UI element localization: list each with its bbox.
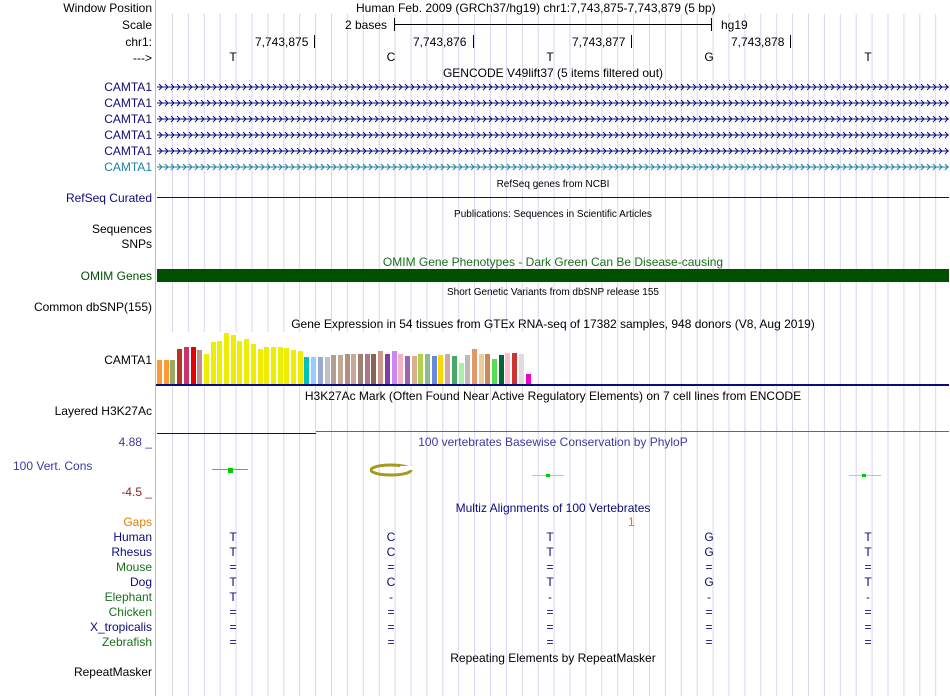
gtex-tissue-bar[interactable] xyxy=(351,354,356,384)
ruler-base: T xyxy=(864,50,872,64)
multiz-base: = xyxy=(387,635,395,649)
gtex-tissue-bar[interactable] xyxy=(519,354,524,384)
multiz-base: = xyxy=(705,605,713,619)
gtex-track-title[interactable]: Gene Expression in 54 tissues from GTEx RNA-seq of 17382 samples, 948 donors (V8, Aug 2019) xyxy=(291,317,815,331)
gtex-tissue-bar[interactable] xyxy=(452,356,457,384)
gtex-tissue-bar[interactable] xyxy=(405,356,410,384)
gencode-gene-label[interactable]: CAMTA1 xyxy=(104,112,152,126)
multiz-base: = xyxy=(864,620,872,634)
multiz-base: = xyxy=(229,605,237,619)
gencode-gene-line[interactable] xyxy=(157,162,949,172)
phylop-track-label[interactable]: 100 Vert. Cons xyxy=(13,459,93,473)
gtex-tissue-bar[interactable] xyxy=(385,354,390,384)
gtex-tissue-bar[interactable] xyxy=(465,355,470,384)
multiz-species-label[interactable]: Human xyxy=(113,530,152,544)
gtex-tissue-bar[interactable] xyxy=(512,353,517,384)
position-tick-label: 7,743,875 xyxy=(255,35,309,49)
multiz-base: T xyxy=(229,590,237,604)
gtex-tissue-bar[interactable] xyxy=(318,357,323,384)
multiz-species-label[interactable]: Zebrafish xyxy=(101,635,152,649)
multiz-species-label[interactable]: Dog xyxy=(129,575,152,589)
multiz-base: T xyxy=(546,545,554,559)
repeatmasker-track-title[interactable]: Repeating Elements by RepeatMasker xyxy=(450,651,656,665)
scale-bar-left-tick xyxy=(394,18,395,31)
gtex-tissue-bar[interactable] xyxy=(325,357,330,384)
position-tick-label: 7,743,876 xyxy=(413,35,467,49)
phylop-min-label: -4.5 _ xyxy=(121,485,152,499)
multiz-species-label[interactable]: X_tropicalis xyxy=(89,620,152,634)
gtex-tissue-bar[interactable] xyxy=(291,350,296,384)
multiz-base: G xyxy=(704,530,714,544)
multiz-base: C xyxy=(386,545,396,559)
multiz-base: = xyxy=(229,620,237,634)
gtex-tissue-bar[interactable] xyxy=(499,355,504,384)
publications-snps-label[interactable]: SNPs xyxy=(121,237,152,251)
scale-bar xyxy=(394,24,712,25)
gencode-gene-line[interactable] xyxy=(157,98,949,108)
gencode-gene-line[interactable] xyxy=(157,114,949,124)
gtex-tissue-bar[interactable] xyxy=(244,339,249,384)
ruler-base: T xyxy=(546,50,554,64)
omim-track-label[interactable]: OMIM Genes xyxy=(80,269,152,283)
multiz-base: = xyxy=(864,605,872,619)
multiz-base: - xyxy=(548,590,552,604)
multiz-species-label[interactable]: Mouse xyxy=(115,560,152,574)
gtex-tissue-bar[interactable] xyxy=(204,354,209,384)
gtex-tissue-bar[interactable] xyxy=(505,353,510,384)
multiz-base: = xyxy=(705,560,713,574)
gencode-track-title[interactable]: GENCODE V49lift37 (5 items filtered out) xyxy=(442,66,664,80)
gtex-tissue-bar[interactable] xyxy=(479,354,484,384)
multiz-base: T xyxy=(546,575,554,589)
multiz-base: = xyxy=(387,560,395,574)
multiz-base: C xyxy=(386,575,396,589)
multiz-gaps-label[interactable]: Gaps xyxy=(123,515,152,529)
gtex-tissue-bar[interactable] xyxy=(365,354,370,384)
scale-label: Scale xyxy=(121,18,152,32)
window-position-label: Window Position xyxy=(63,1,152,15)
gencode-gene-label[interactable]: CAMTA1 xyxy=(104,160,152,174)
gtex-tissue-bar[interactable] xyxy=(432,356,437,384)
gtex-tissue-bar[interactable] xyxy=(418,354,423,384)
gtex-tissue-bar[interactable] xyxy=(231,335,236,384)
gtex-tissue-bar[interactable] xyxy=(425,354,430,384)
dbsnp-track-title[interactable]: Short Genetic Variants from dbSNP release 155 xyxy=(447,287,659,298)
gtex-tissue-bar[interactable] xyxy=(338,355,343,384)
multiz-base: G xyxy=(704,575,714,589)
gtex-tissue-bar[interactable] xyxy=(184,347,189,384)
position-tick xyxy=(790,35,791,48)
multiz-base: T xyxy=(864,530,872,544)
phylop-top-line xyxy=(157,433,316,434)
gtex-tissue-bar[interactable] xyxy=(358,354,363,384)
multiz-gap-count: 1 xyxy=(628,515,635,529)
scale-bar-right-tick xyxy=(711,18,712,31)
multiz-base: T xyxy=(864,545,872,559)
gtex-tissue-bar[interactable] xyxy=(345,354,350,384)
multiz-base: = xyxy=(864,560,872,574)
gtex-tissue-bar[interactable] xyxy=(378,351,383,384)
gencode-gene-label[interactable]: CAMTA1 xyxy=(104,96,152,110)
publications-track-title[interactable]: Publications: Sequences in Scientific Articles xyxy=(454,209,652,220)
refseq-track-label[interactable]: RefSeq Curated xyxy=(65,191,152,205)
gtex-tissue-bar[interactable] xyxy=(264,347,269,384)
gtex-tissue-bar[interactable] xyxy=(398,354,403,384)
gtex-tissue-bar[interactable] xyxy=(191,347,196,384)
gencode-gene-label[interactable]: CAMTA1 xyxy=(104,80,152,94)
position-tick xyxy=(631,35,632,48)
phylop-max-label: 4.88 _ xyxy=(118,435,152,449)
gtex-tissue-bar[interactable] xyxy=(445,354,450,384)
gtex-tissue-bar[interactable] xyxy=(284,348,289,384)
gtex-tissue-bar[interactable] xyxy=(371,354,376,384)
omim-gene-bar[interactable] xyxy=(157,269,949,282)
gtex-tissue-bar[interactable] xyxy=(170,360,175,384)
gencode-gene-label[interactable]: CAMTA1 xyxy=(104,128,152,142)
gtex-tissue-bar[interactable] xyxy=(438,355,443,384)
multiz-base: C xyxy=(386,530,396,544)
ruler-base: C xyxy=(386,50,396,64)
gencode-gene-line[interactable] xyxy=(157,146,949,156)
multiz-base: - xyxy=(389,590,393,604)
gtex-tissue-bar[interactable] xyxy=(251,344,256,384)
gtex-tissue-bar[interactable] xyxy=(258,349,263,384)
position-tick-label: 7,743,877 xyxy=(572,35,626,49)
multiz-species-label[interactable]: Chicken xyxy=(108,605,152,619)
phylop-score-mark xyxy=(862,474,866,477)
gtex-tissue-bar[interactable] xyxy=(271,347,276,384)
multiz-base: G xyxy=(704,545,714,559)
gtex-tissue-bar[interactable] xyxy=(157,360,162,384)
window-position-value: Human Feb. 2009 (GRCh37/hg19) chr1:7,743,875-7,743,879 (5 bp) xyxy=(356,1,716,15)
h3k27ac-track-label[interactable]: Layered H3K27Ac xyxy=(54,404,152,418)
gtex-tissue-bar[interactable] xyxy=(492,359,497,384)
gtex-tissue-bar[interactable] xyxy=(224,333,229,384)
ruler-base: G xyxy=(704,50,714,64)
chrom-label: chr1: xyxy=(125,35,152,49)
ruler-base: T xyxy=(229,50,237,64)
multiz-base: T xyxy=(229,530,237,544)
gtex-tissue-bar[interactable] xyxy=(164,360,169,384)
gtex-tissue-bar[interactable] xyxy=(526,374,531,384)
gtex-tissue-bar[interactable] xyxy=(412,356,417,384)
multiz-species-label[interactable]: Elephant xyxy=(104,590,152,604)
gtex-tissue-bar[interactable] xyxy=(459,363,464,384)
phylop-score-mark xyxy=(546,474,550,477)
position-tick-label: 7,743,878 xyxy=(731,35,785,49)
omim-track-title[interactable]: OMIM Gene Phenotypes - Dark Green Can Be Disease-causing xyxy=(382,255,724,269)
multiz-base: = xyxy=(864,635,872,649)
gtex-tissue-bar[interactable] xyxy=(237,341,242,384)
gencode-gene-line[interactable] xyxy=(157,130,949,140)
gtex-tissue-bar[interactable] xyxy=(311,357,316,384)
publications-sequences-label[interactable]: Sequences xyxy=(91,222,152,236)
multiz-base: = xyxy=(546,635,554,649)
gtex-tissue-bar[interactable] xyxy=(331,355,336,384)
repeatmasker-track-label[interactable]: RepeatMasker xyxy=(73,665,152,679)
gtex-tissue-bar[interactable] xyxy=(177,349,182,384)
multiz-base: = xyxy=(387,605,395,619)
multiz-base: - xyxy=(866,590,870,604)
gtex-tissue-bar[interactable] xyxy=(197,350,202,384)
multiz-base: T xyxy=(229,575,237,589)
multiz-base: = xyxy=(546,605,554,619)
h3k27ac-track-title[interactable]: H3K27Ac Mark (Often Found Near Active Regulatory Elements) on 7 cell lines from ENCODE xyxy=(304,389,802,403)
multiz-base: - xyxy=(707,590,711,604)
phylop-score-mark xyxy=(228,468,233,473)
scale-db: hg19 xyxy=(721,18,748,32)
gtex-tissue-bar[interactable] xyxy=(485,354,490,384)
multiz-base: = xyxy=(229,560,237,574)
multiz-base: = xyxy=(546,560,554,574)
gtex-track-label[interactable]: CAMTA1 xyxy=(104,353,152,367)
multiz-track-title[interactable]: Multiz Alignments of 100 Vertebrates xyxy=(455,501,651,515)
multiz-base: T xyxy=(546,530,554,544)
multiz-base: T xyxy=(229,545,237,559)
gtex-tissue-bar[interactable] xyxy=(217,341,222,384)
multiz-base: = xyxy=(705,635,713,649)
gtex-tissue-bar[interactable] xyxy=(304,357,309,384)
phylop-track-title[interactable]: 100 vertebrates Basewise Conservation by PhyloP xyxy=(418,435,688,449)
multiz-base: T xyxy=(864,575,872,589)
strand-label: ---> xyxy=(133,51,152,65)
gencode-gene-line[interactable] xyxy=(157,82,949,92)
position-tick xyxy=(314,35,315,48)
scale-text: 2 bases xyxy=(345,18,388,32)
multiz-base: = xyxy=(229,635,237,649)
gtex-tissue-bar[interactable] xyxy=(472,349,477,384)
gtex-tissue-bar[interactable] xyxy=(211,342,216,384)
h3k27ac-signal-line xyxy=(316,431,949,432)
gtex-tissue-bar[interactable] xyxy=(392,351,397,384)
position-tick xyxy=(473,35,474,48)
dbsnp-track-label[interactable]: Common dbSNP(155) xyxy=(33,300,152,314)
loading-spinner-icon xyxy=(370,463,414,477)
refseq-gene-line[interactable] xyxy=(157,197,949,198)
gtex-tissue-bar[interactable] xyxy=(298,351,303,384)
multiz-species-label[interactable]: Rhesus xyxy=(111,545,152,559)
gencode-gene-label[interactable]: CAMTA1 xyxy=(104,144,152,158)
multiz-base: = xyxy=(705,620,713,634)
multiz-base: = xyxy=(546,620,554,634)
gtex-baseline xyxy=(156,384,949,386)
multiz-base: = xyxy=(387,620,395,634)
gtex-tissue-bar[interactable] xyxy=(278,347,283,384)
refseq-track-title[interactable]: RefSeq genes from NCBI xyxy=(496,179,610,190)
